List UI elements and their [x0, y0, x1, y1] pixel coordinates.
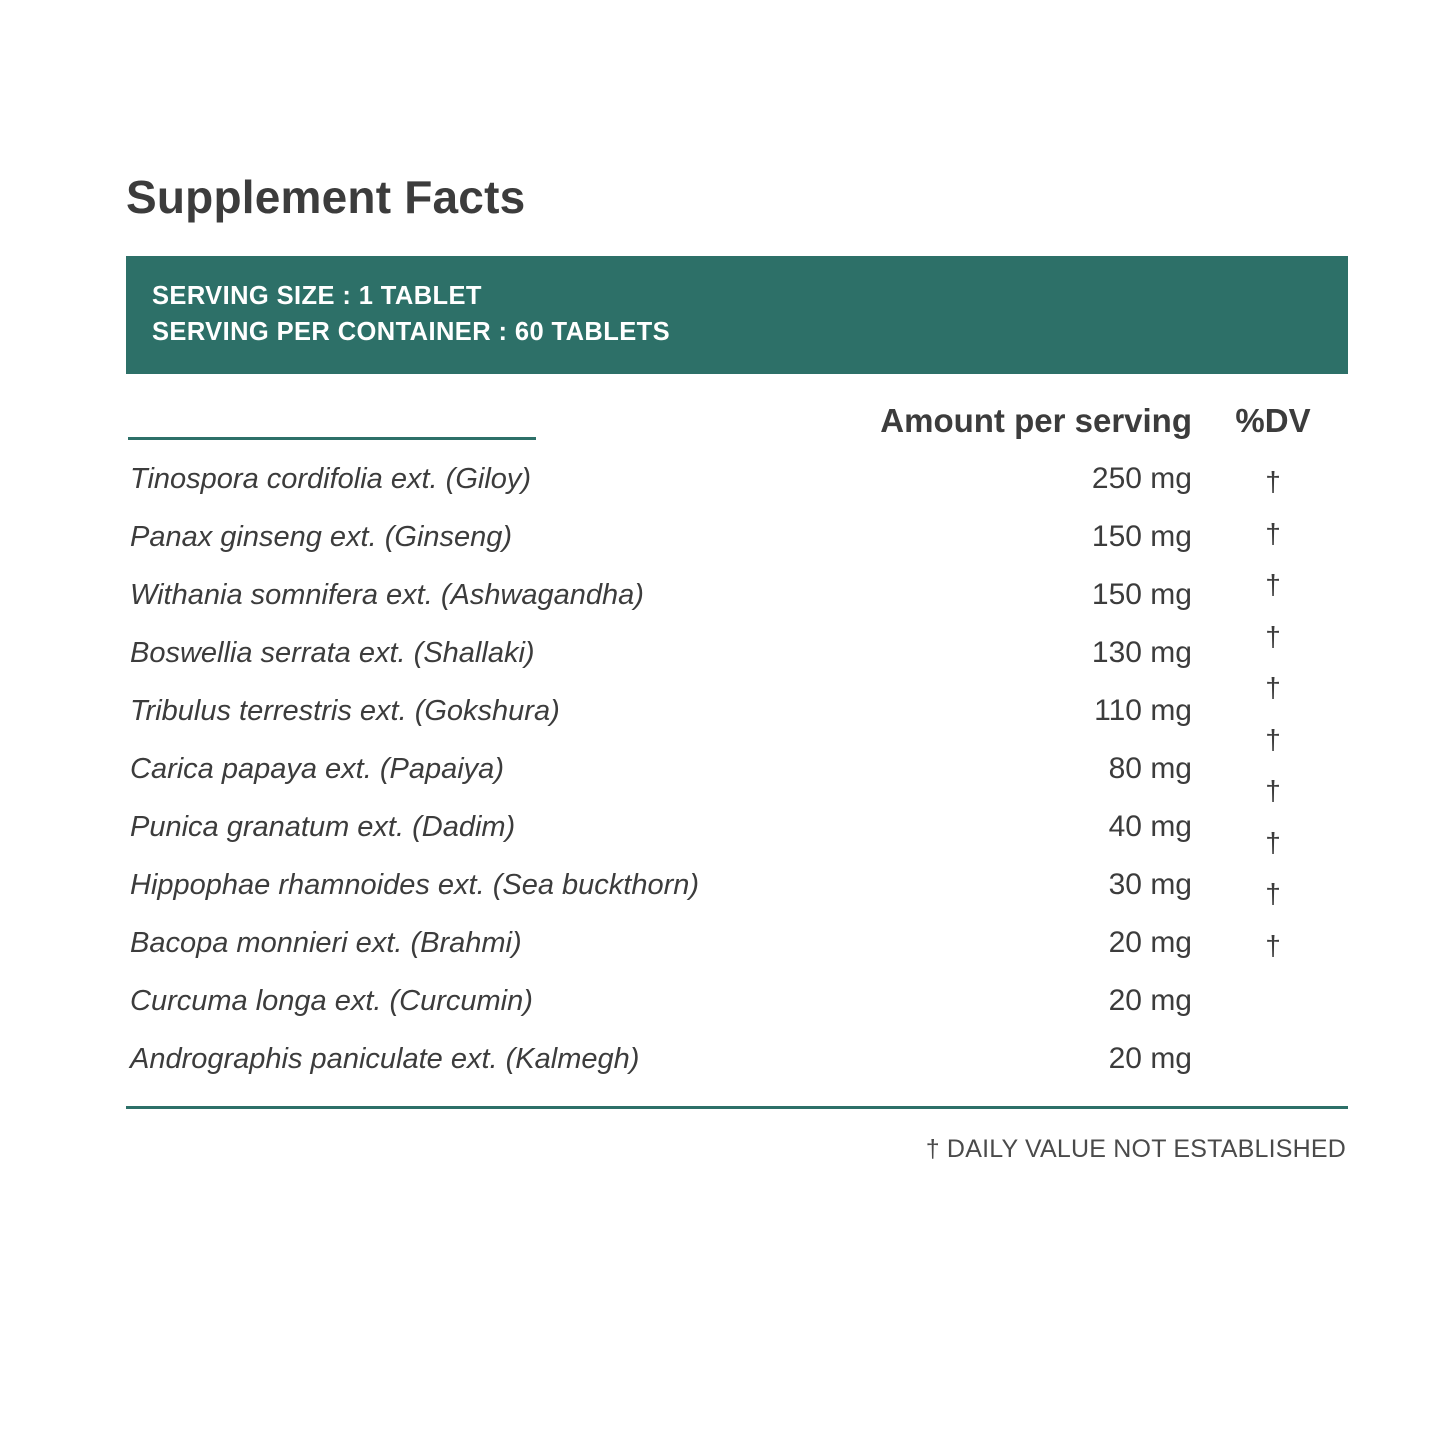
ingredient-amount: 30 mg	[1108, 868, 1192, 901]
dv-dagger: †	[1265, 620, 1281, 652]
ingredient-amount: 20 mg	[1108, 1042, 1192, 1075]
ingredient-name: Tinospora cordifolia ext. (Giloy)	[130, 463, 532, 495]
table-row	[126, 1042, 1348, 1100]
dv-dagger: †	[1265, 929, 1281, 961]
table-row	[126, 636, 1348, 694]
ingredient-amount: 150 mg	[1091, 520, 1192, 553]
dv-dagger: †	[1265, 672, 1281, 703]
dv-dagger: †	[1265, 466, 1281, 497]
ingredient-name: Boswellia serrata ext. (Shallaki)	[130, 637, 535, 669]
ingredient-amount: 40 mg	[1108, 810, 1192, 843]
ingredient-name: Carica papaya ext. (Papaiya)	[130, 753, 504, 785]
ingredient-amount: 20 mg	[1108, 984, 1192, 1017]
dv-dagger: †	[1265, 517, 1281, 549]
table-row	[126, 926, 1348, 984]
ingredient-rows	[126, 462, 1348, 1100]
table-row	[126, 752, 1348, 810]
dv-dagger: †	[1265, 723, 1281, 755]
ingredient-amount: 110 mg	[1094, 694, 1192, 727]
amount-column-header: Amount per serving	[880, 402, 1192, 439]
daily-value-footnote: † DAILY VALUE NOT ESTABLISHED	[925, 1135, 1346, 1163]
ingredient-name: Punica granatum ext. (Dadim)	[130, 811, 516, 843]
serving-info-band	[126, 256, 1348, 374]
header-divider-rule	[128, 437, 536, 440]
ingredient-amount: 20 mg	[1108, 926, 1192, 959]
ingredient-amount: 150 mg	[1091, 578, 1192, 611]
serving-size-text: SERVING SIZE : 1 TABLET	[152, 281, 482, 310]
ingredient-name: Withania somnifera ext. (Ashwagandha)	[130, 579, 644, 611]
table-row	[126, 578, 1348, 636]
table-row	[126, 810, 1348, 868]
ingredient-name: Bacopa monnieri ext. (Brahmi)	[130, 927, 522, 959]
supplement-facts-panel	[126, 0, 1348, 1164]
serving-per-container-text: SERVING PER CONTAINER : 60 TABLETS	[152, 317, 670, 346]
ingredient-name: Andrographis paniculate ext. (Kalmegh)	[130, 1043, 640, 1075]
ingredient-name: Curcuma longa ext. (Curcumin)	[130, 985, 533, 1017]
ingredient-column-header	[126, 437, 788, 440]
dv-dagger: †	[1265, 569, 1281, 600]
ingredient-name: Tribulus terrestris ext. (Gokshura)	[130, 695, 560, 727]
table-row	[126, 520, 1348, 578]
page-title: Supplement Facts	[126, 171, 526, 223]
dv-dagger: †	[1265, 826, 1281, 858]
table-row	[126, 462, 1348, 520]
dv-dagger: †	[1265, 878, 1281, 909]
dv-dagger: †	[1265, 775, 1281, 806]
dv-column-header: %DV	[1235, 402, 1311, 439]
table-row	[126, 984, 1348, 1042]
ingredient-name: Hippophae rhamnoides ext. (Sea buckthorn)	[130, 869, 700, 901]
table-header-row	[126, 402, 1348, 444]
ingredient-amount: 130 mg	[1091, 636, 1192, 669]
table-row	[126, 694, 1348, 752]
ingredient-amount: 250 mg	[1091, 462, 1192, 495]
table-row	[126, 868, 1348, 926]
ingredient-amount: 80 mg	[1108, 752, 1192, 785]
ingredient-name: Panax ginseng ext. (Ginseng)	[130, 521, 513, 553]
dv-dagger-column	[1198, 456, 1348, 971]
table-bottom-rule	[126, 1106, 1348, 1109]
